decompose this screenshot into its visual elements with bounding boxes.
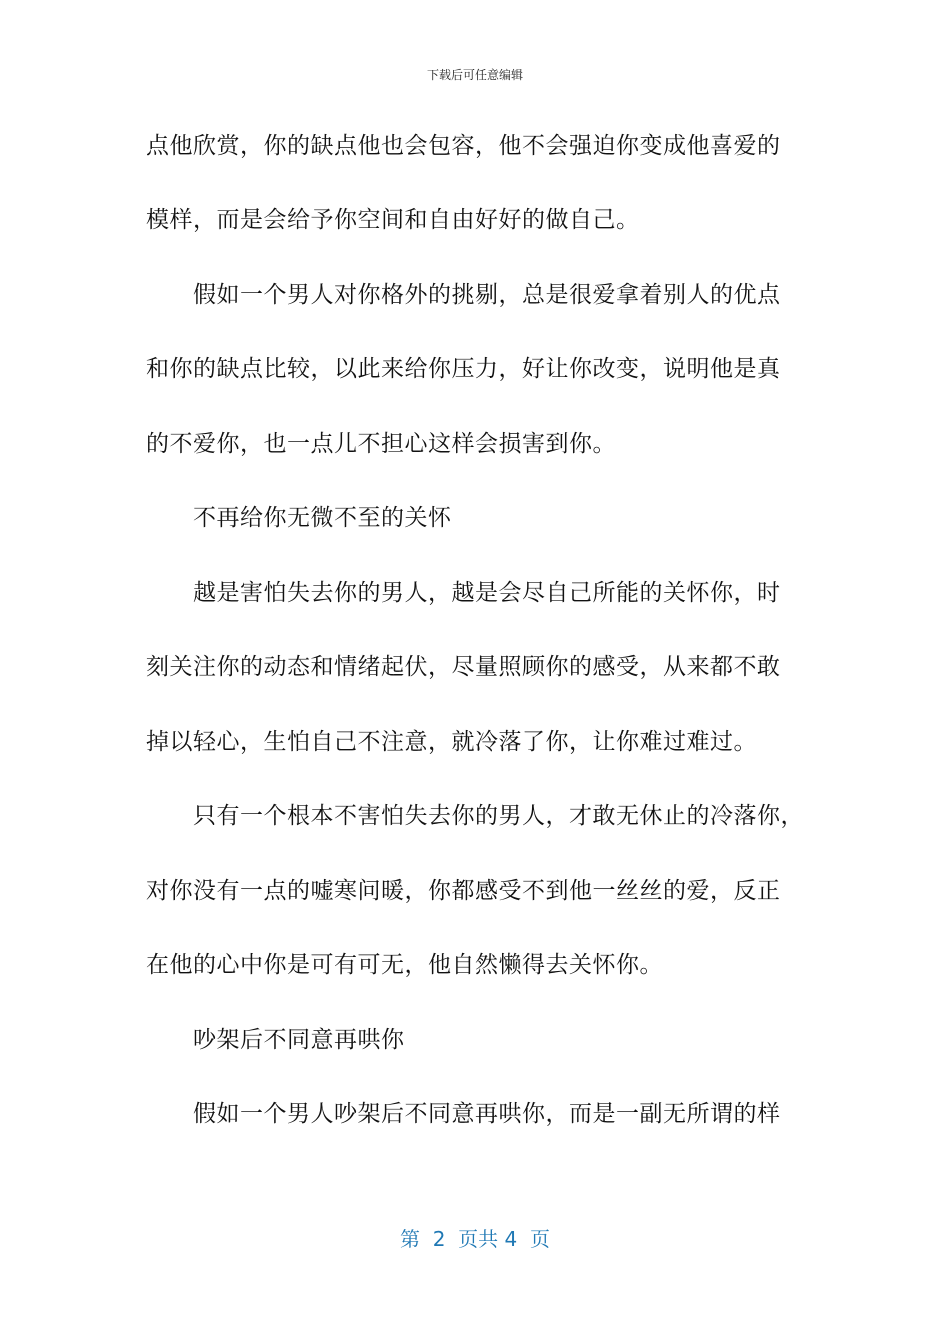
body-line: 在他的心中你是可有可无，他自然懒得去关怀你。 [146,952,663,978]
paragraph-start-line: 假如一个男人吵架后不同意再哄你，而是一副无所谓的样 [193,1101,781,1127]
body-line: 模样，而是会给予你空间和自由好好的做自己。 [146,207,640,233]
body-line: 和你的缺点比较，以此来给你压力，好让你改变，说明他是真 [146,356,781,382]
body-line: 刻关注你的动态和情绪起伏，尽量照顾你的感受，从来都不敢 [146,654,781,680]
body-line: 掉以轻心，生怕自己不注意，就冷落了你，让你难过难过。 [146,729,757,755]
paragraph-start-line: 越是害怕失去你的男人，越是会尽自己所能的关怀你，时 [193,580,781,606]
section-heading: 不再给你无微不至的关怀 [193,505,452,531]
body-line: 对你没有一点的嘘寒问暖，你都感受不到他一丝丝的爱，反正 [146,878,781,904]
body-line: 点他欣赏，你的缺点他也会包容，他不会强迫你变成他喜爱的 [146,133,781,159]
page-header: 下载后可任意编辑 [426,68,523,82]
paragraph-start-line: 假如一个男人对你格外的挑剔，总是很爱拿着别人的优点 [193,282,781,308]
section-heading: 吵架后不同意再哄你 [193,1027,405,1053]
paragraph-start-line: 只有一个根本不害怕失去你的男人，才敢无休止的冷落你， [193,803,804,829]
page-footer: 第 2 页共 4 页 [400,1227,550,1251]
body-line: 的不爱你，也一点儿不担心这样会损害到你。 [146,431,616,457]
